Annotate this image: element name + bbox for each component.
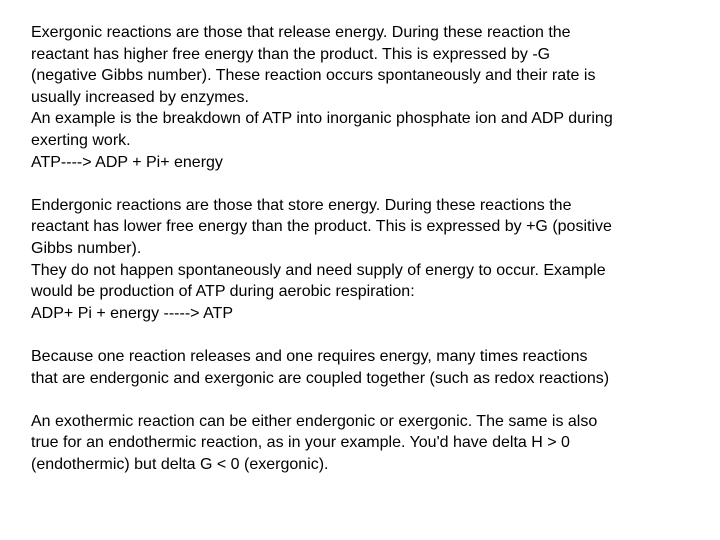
text-line: An exothermic reaction can be either endergonic or exergonic. The same is also xyxy=(31,412,598,430)
text-line: They do not happen spontaneously and need supply of energy to occur. Example xyxy=(31,261,606,279)
text-line: reactant has lower free energy than the product. This is expressed by +G (positive xyxy=(31,218,612,236)
text-line: (endothermic) but delta G < 0 (exergonic). xyxy=(31,455,329,473)
text-line: exerting work. xyxy=(31,131,131,149)
text-line: reactant has higher free energy than the product. This is expressed by -G xyxy=(31,45,551,63)
text-line: Because one reaction releases and one requires energy, many times reactions xyxy=(31,347,588,365)
text-line: usually increased by enzymes. xyxy=(31,88,249,106)
paragraph-exothermic xyxy=(31,411,701,476)
equation-line: ATP----> ADP + Pi+ energy xyxy=(31,153,223,171)
paragraph-endergonic xyxy=(31,195,701,325)
text-line: true for an endothermic reaction, as in your example. You'd have delta H > 0 xyxy=(31,434,570,452)
document-body xyxy=(31,22,701,497)
text-line: would be production of ATP during aerobic respiration: xyxy=(31,283,415,301)
paragraph-exergonic xyxy=(31,22,701,173)
text-line: Exergonic reactions are those that release energy. During these reaction the xyxy=(31,24,571,41)
text-line: An example is the breakdown of ATP into inorganic phosphate ion and ADP during xyxy=(31,110,613,128)
equation-line: ADP+ Pi + energy -----> ATP xyxy=(31,304,233,322)
text-line: Endergonic reactions are those that store energy. During these reactions the xyxy=(31,196,572,214)
text-line: that are endergonic and exergonic are coupled together (such as redox reactions) xyxy=(31,369,610,387)
paragraph-coupling xyxy=(31,346,701,389)
text-line: (negative Gibbs number). These reaction occurs spontaneously and their rate is xyxy=(31,67,596,85)
text-line: Gibbs number). xyxy=(31,239,142,257)
